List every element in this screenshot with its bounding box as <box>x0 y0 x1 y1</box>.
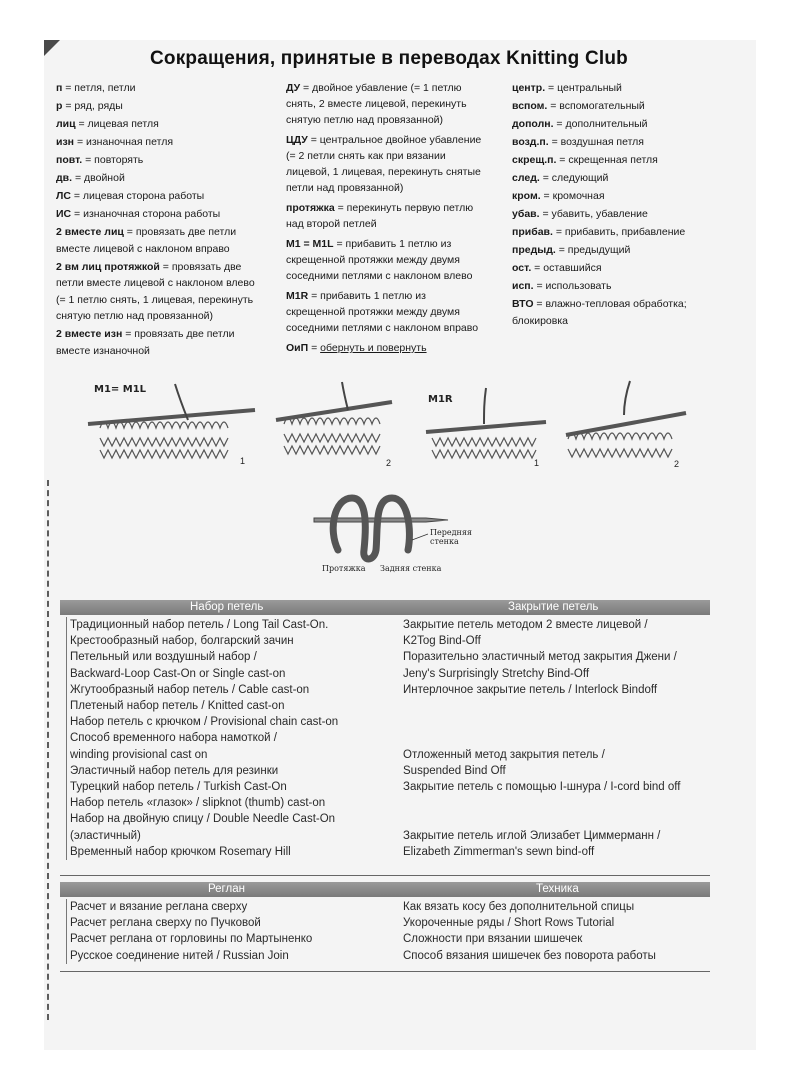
abbreviation-term: ЦДУ <box>286 134 308 146</box>
abbreviation-definition: = ряд, ряды <box>62 100 123 112</box>
abbreviation-term: возд.п. <box>512 136 549 148</box>
abbreviation-term: протяжка <box>286 202 335 214</box>
abbreviation-entry <box>286 288 486 336</box>
abbreviation-entry <box>286 80 486 128</box>
strand-label: Протяжка <box>322 564 366 573</box>
abbreviation-entry <box>56 80 266 97</box>
abbreviation-term: ИС <box>56 208 72 220</box>
abbreviation-definition: = следующий <box>539 172 609 184</box>
table-cell[interactable]: Способ вязания шишечек без поворота работы <box>403 949 656 962</box>
abbreviation-definition: = провязать две петли вместе лицевой с наклоном влево (= 1 петлю снять, 1 лицевая, перекинуть снятую петлю над провязанной) <box>56 260 255 322</box>
table-cell[interactable]: Способ временного набора намоткой / <box>70 732 277 745</box>
castons-header: Набор петель <box>190 601 264 613</box>
table-cell[interactable]: (эластичный) <box>70 829 141 842</box>
table-cell[interactable]: Жгутообразный набор петель / Cable cast-on <box>70 683 310 696</box>
folded-corner <box>44 40 60 56</box>
abbreviation-definition: = скрещенная петля <box>556 154 658 166</box>
raglan-list <box>66 899 397 964</box>
back-wall-label: Задняя стенка <box>380 564 442 573</box>
needle-strand-diagram <box>308 490 483 580</box>
abbreviation-entry <box>56 224 266 257</box>
table-cell[interactable]: Набор петель «глазок» / slipknot (thumb) cast-on <box>70 797 326 810</box>
abbreviation-definition: = предыдущий <box>555 244 631 256</box>
abbreviation-entry <box>512 260 722 277</box>
abbreviation-term: предыд. <box>512 244 556 256</box>
table-cell[interactable]: Закрытие петель с помощью I-шнура / I-cord bind off <box>403 780 681 793</box>
abbreviation-term: ост. <box>512 262 532 274</box>
abbreviation-entry <box>56 259 266 325</box>
abbreviation-definition: = изнаночная петля <box>74 136 174 148</box>
table-cell[interactable]: Поразительно эластичный метод закрытия Джени / <box>403 651 677 664</box>
abbreviation-entry <box>512 188 722 205</box>
illustration-m1l-step2 <box>272 380 402 470</box>
abbreviation-definition: = провязать две петли вместе изнаночной <box>56 328 235 357</box>
abbreviations-column-2 <box>286 80 486 360</box>
abbreviation-entry <box>512 278 722 295</box>
abbreviation-definition: = центральное двойное убавление (= 2 петли снять как при вязании лицевой, 1 лицевая, перекинуть снятые петли над провязанной) <box>286 134 482 194</box>
abbreviation-entry <box>56 152 266 169</box>
abbreviation-term: лиц <box>56 118 76 130</box>
raglan-header: Реглан <box>208 883 245 895</box>
raglan-table <box>60 882 710 969</box>
castons-table <box>60 600 710 871</box>
illustration-m1r <box>422 380 550 470</box>
abbreviation-entry <box>56 206 266 223</box>
abbreviation-term: дв. <box>56 172 73 184</box>
table-cell[interactable]: Расчет реглана от горловины по Мартыненко <box>70 933 313 946</box>
abbreviation-term: ОиП <box>286 342 309 354</box>
table-cell[interactable]: Backward-Loop Cast-On or Single cast-on <box>70 667 286 680</box>
abbreviations-column-1 <box>56 80 266 361</box>
margin-cut-line <box>47 480 49 1020</box>
abbreviation-entry <box>512 80 722 97</box>
abbreviation-term: ЛС <box>56 190 71 202</box>
figure-number: 2 <box>386 458 392 468</box>
abbreviation-entry <box>512 296 722 329</box>
abbreviation-entry <box>512 152 722 169</box>
abbreviation-definition: = воздушная петля <box>548 136 644 148</box>
table-cell[interactable]: Плетеный набор петель / Knitted cast-on <box>70 700 285 713</box>
technique-header: Техника <box>536 883 579 895</box>
abbreviation-definition: = дополнительный <box>553 118 648 130</box>
page-title: Сокращения, принятые в переводах Knitting Club <box>150 48 628 69</box>
table-cell[interactable]: Временный набор крючком Rosemary Hill <box>70 845 291 858</box>
abbreviation-definition: = прибавить 1 петлю из скрещенной протяжки между двумя соседними петлями с наклоном влево <box>286 238 473 282</box>
m1r-label: M1R <box>428 394 453 405</box>
table-cell[interactable]: Как вязать косу без дополнительной спицы <box>403 901 635 913</box>
abbreviation-entry <box>286 236 486 284</box>
raglan-table-header <box>60 882 710 897</box>
abbreviation-term: вспом. <box>512 100 548 112</box>
abbreviation-definition: = прибавить, прибавление <box>552 226 686 238</box>
abbreviation-term: скрещ.п. <box>512 154 557 166</box>
abbreviation-term: исп. <box>512 280 534 292</box>
table-cell[interactable]: Elizabeth Zimmerman's sewn bind-off <box>403 845 595 858</box>
table-cell[interactable]: Набор на двойную спицу / Double Needle Cast-On <box>70 813 336 826</box>
abbreviation-entry <box>286 340 486 356</box>
table-cell[interactable]: Jeny's Surprisingly Stretchy Bind-Off <box>403 667 590 680</box>
abbreviation-definition: = провязать две петли вместе лицевой с наклоном вправо <box>56 226 237 255</box>
abbreviation-definition: = перекинуть первую петлю над второй петлей <box>286 202 474 230</box>
table-cell <box>400 811 705 827</box>
abbreviation-entry <box>56 98 266 115</box>
table-cell <box>400 795 705 811</box>
table-cell[interactable]: Укороченные ряды / Short Rows Tutorial <box>403 917 615 930</box>
abbreviation-entry <box>512 134 722 151</box>
m1l-label: M1= M1L <box>94 384 147 395</box>
abbreviation-term: кром. <box>512 190 541 202</box>
table-cell <box>400 730 705 746</box>
abbreviation-entry <box>56 116 266 133</box>
figure-number: 1 <box>240 456 246 466</box>
abbreviation-definition: = петля, петли <box>62 82 136 94</box>
abbreviation-entry <box>512 242 722 259</box>
table-cell[interactable]: Набор петель с крючком / Provisional chain cast-on <box>70 716 339 729</box>
abbreviation-term: след. <box>512 172 540 184</box>
table-cell[interactable]: Закрытие петель методом 2 вместе лицевой / <box>403 619 648 631</box>
table-cell[interactable]: Расчет реглана сверху по Пучковой <box>70 917 261 930</box>
abbreviation-entry <box>512 170 722 187</box>
abbreviation-term: 2 вм лиц протяжкой <box>56 260 160 273</box>
abbreviation-entry <box>512 206 722 223</box>
table-cell[interactable]: Русское соединение нитей / Russian Join <box>70 949 289 962</box>
table-rule <box>60 971 710 972</box>
castons-list <box>66 617 397 860</box>
abbreviation-term: убав. <box>512 208 540 220</box>
table-cell[interactable]: Петельный или воздушный набор / <box>70 651 257 664</box>
abbreviation-definition: = центральный <box>545 82 622 94</box>
abbreviation-definition: = влажно-тепловая обработка; блокировка <box>512 298 687 327</box>
abbreviation-term: 2 вместе изн <box>56 328 123 340</box>
table-rule <box>60 875 710 876</box>
table-cell[interactable]: Традиционный набор петель / Long Tail Cast-On. <box>70 619 329 631</box>
abbreviation-term: 2 вместе лиц <box>56 226 124 238</box>
table-cell[interactable]: winding provisional cast on <box>70 748 208 761</box>
abbreviation-entry <box>56 170 266 187</box>
table-cell[interactable]: Крестообразный набор, болгарский зачин <box>70 635 294 648</box>
abbreviation-term: дополн. <box>512 118 554 130</box>
abbreviation-entry <box>56 134 266 151</box>
abbreviation-term: п <box>56 82 63 94</box>
abbreviation-definition: = оставшийся <box>531 262 602 274</box>
table-cell[interactable]: Турецкий набор петель / Turkish Cast-On <box>70 781 287 794</box>
technique-list <box>400 899 705 964</box>
bindoffs-header: Закрытие петель <box>508 601 599 613</box>
illustration-m1r-step2 <box>560 375 690 470</box>
abbreviation-definition: = двойное убавление (= 1 петлю снять, 2 вместе лицевой, перекинуть снятую петлю над провязанной) <box>286 82 467 126</box>
abbreviation-entry <box>512 224 722 241</box>
abbreviation-definition: = лицевая петля <box>75 118 159 130</box>
abbreviation-definition: = вспомогательный <box>547 100 645 112</box>
abbreviation-definition: = прибавить 1 петлю из скрещенной протяжки между двумя соседними петлями с наклоном вправо <box>286 290 479 334</box>
abbreviation-term: р <box>56 100 63 112</box>
table-cell[interactable]: Сложности при вязании шишечек <box>403 933 583 946</box>
abbreviation-definition: = кромочная <box>540 190 605 202</box>
abbreviation-term: M1 = M1L <box>286 238 334 250</box>
abbreviation-entry <box>512 98 722 115</box>
abbreviation-definition: = двойной <box>72 172 125 184</box>
abbreviation-definition: = убавить, убавление <box>539 208 648 220</box>
front-wall-label: Передняя стенка <box>430 528 472 546</box>
abbreviation-entry <box>56 326 266 359</box>
table-cell[interactable]: Эластичный набор петель для резинки <box>70 764 279 777</box>
table-cell[interactable]: Отложенный метод закрытия петель / <box>403 748 605 761</box>
abbreviation-entry <box>512 116 722 133</box>
abbreviation-term: прибав. <box>512 226 553 238</box>
illustration-m1l <box>80 380 260 470</box>
abbreviation-term: ДУ <box>286 82 301 94</box>
abbreviation-term: ВТО <box>512 298 534 310</box>
abbreviation-definition: = лицевая сторона работы <box>70 190 205 202</box>
table-cell[interactable]: Закрытие петель иглой Элизабет Циммерманн / <box>403 829 661 842</box>
table-cell[interactable]: Интерлочное закрытие петель / Interlock Bindoff <box>403 683 658 696</box>
table-cell <box>400 714 705 730</box>
abbreviation-term: изн <box>56 136 75 148</box>
figure-number: 1 <box>534 458 540 468</box>
abbreviation-term: центр. <box>512 82 546 94</box>
abbreviation-entry <box>56 188 266 205</box>
castons-table-header <box>60 600 710 615</box>
abbreviation-definition: = использовать <box>533 280 612 292</box>
bindoffs-list <box>400 617 705 860</box>
abbreviation-term: M1R <box>286 290 309 302</box>
abbreviations-column-3 <box>512 80 722 331</box>
abbreviation-definition: = <box>308 342 321 354</box>
table-cell[interactable]: Расчет и вязание реглана сверху <box>70 901 248 913</box>
table-cell[interactable]: K2Tog Bind-Off <box>403 635 481 648</box>
abbreviation-entry <box>286 132 486 196</box>
abbreviation-entry <box>286 200 486 232</box>
table-cell <box>400 698 705 714</box>
abbreviation-term: повт. <box>56 154 83 166</box>
abbreviation-link[interactable]: обернуть и повернуть <box>320 342 427 354</box>
figure-number: 2 <box>674 459 680 469</box>
table-cell[interactable]: Suspended Bind Off <box>403 764 506 777</box>
abbreviation-definition: = изнаночная сторона работы <box>71 208 221 220</box>
abbreviation-definition: = повторять <box>82 154 144 166</box>
